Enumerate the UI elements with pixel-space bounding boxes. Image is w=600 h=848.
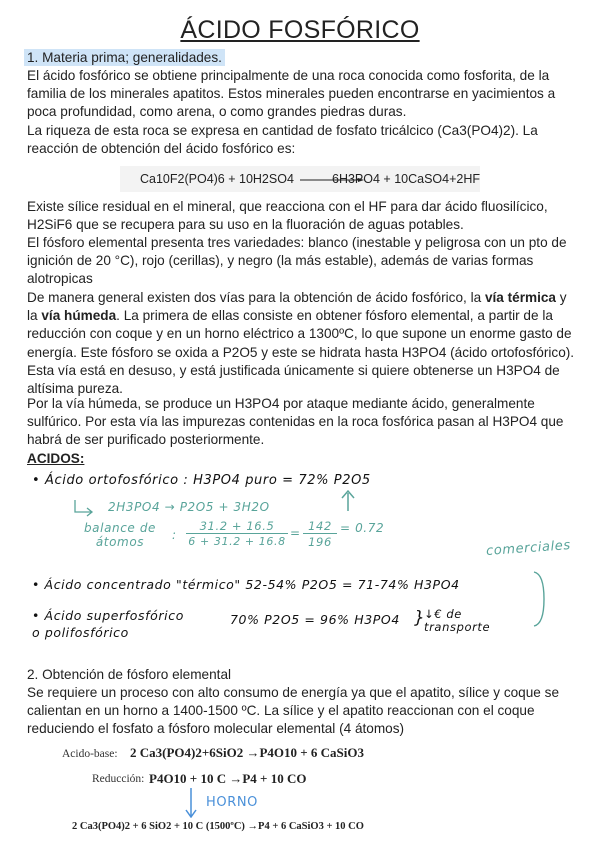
note-fraction-numerator: 31.2 + 16.5	[186, 519, 288, 534]
note-fraction2-denominator: 196	[308, 535, 332, 549]
note-equals: =	[290, 526, 301, 540]
paragraph-3: Existe sílice residual en el mineral, que reacciona con el HF para dar ácido fluosilícico, H2SiF6 que se recupera para su uso en la fluoración de aguas potables.	[27, 199, 548, 233]
section-heading-2: 2. Obtención de fósforo elemental	[27, 667, 232, 682]
note-concentrated: • Ácido concentrado "térmico" 52-54% P2O5 = 71-74% H3PO4	[32, 577, 460, 592]
paragraph-2: La riqueza de esta roca se expresa en cantidad de fosfato tricálcico (Ca3(PO4)2). La reacción de obtención del ácido fosfórico es:	[27, 123, 538, 157]
right-bracket-icon	[532, 570, 548, 628]
note-balance-label: balance de átomos	[83, 521, 157, 549]
acid-base-label: Acido-base:	[62, 748, 118, 760]
note-result: = 0.72	[340, 521, 385, 535]
brace-icon: }	[414, 608, 426, 628]
acids-heading: ACIDOS:	[27, 451, 85, 466]
page-title: ÁCIDO FOSFÓRICO	[180, 16, 420, 44]
note-transport: ↓€ de transporte	[424, 607, 491, 634]
reduction-equation: P4O10 + 10 C →P4 + 10 CO	[149, 771, 307, 786]
equation-products: 6H3PO4 + 10CaSO4+2HF	[332, 172, 480, 186]
note-superphosphoric-value: 70% P2O5 = 96% H3PO4	[230, 612, 400, 627]
note-colon: :	[172, 528, 177, 542]
note-superphosphoric: • Ácido superfosfórico	[32, 608, 184, 623]
down-arrow-icon	[185, 788, 197, 818]
section-heading-1: 1. Materia prima; generalidades.	[24, 49, 225, 66]
note-polyphosphoric: o polifosfórico	[32, 625, 129, 640]
paragraph-1: El ácido fosfórico se obtiene principalmente de una roca conocida como fosforita, de la familia de los minerales apatitos. Estos minerales pueden encontrarse en yacimientos a poca profundidad, como arena, o como grandes piedras duras.	[27, 68, 556, 120]
up-arrow-icon	[338, 489, 358, 513]
note-horno: HORNO	[206, 795, 258, 810]
paragraph-6: Por la vía húmeda, se produce un H3PO4 por ataque mediante ácido, generalmente sulfúrico. Por esta vía las impurezas contenidas en la roca fosfórica pasan al H3PO4 que habrá de ser purificado posteriormente.	[27, 396, 564, 448]
note-comerciales: comerciales	[485, 538, 572, 559]
overall-equation: 2 Ca3(PO4)2 + 6 SiO2 + 10 C (1500ºC) →P4 + 6 CaSiO3 + 10 CO	[72, 821, 364, 832]
section2-paragraph: Se requiere un proceso con alto consumo de energía ya que el apatito, sílice y coque se calientan en un horno a 1400-1500 ºC. La sílice y el apatito reaccionan con el coque reduciendo el fosfato a fósforo molecular elemental (4 átomos)	[27, 685, 560, 737]
acid-base-equation: 2 Ca3(PO4)2+6SiO2 →P4O10 + 6 CaSiO3	[130, 745, 365, 760]
paragraph-4: El fósforo elemental presenta tres variedades: blanco (inestable y peligrosa con un pto de ignición de 20 °C), rojo (cerillas), y negro (la más estable), además de varias formas alotropicas	[27, 235, 567, 287]
note-orthophosphoric: • Ácido ortofosfórico : H3PO4 puro = 72% P2O5	[32, 473, 371, 488]
note-reaction: 2H3PO4 → P2O5 + 3H2O	[108, 500, 270, 514]
paragraph-5: De manera general existen dos vías para la obtención de ácido fosfórico, la vía térmica y la vía húmeda. La primera de ellas consiste en obtener fósforo elemental, a partir de la reducción con coque y en un horno eléctrico a 1300ºC, lo que supone un enorme gasto de energía. Este fósforo se oxida a P2O5 y este se hidrata hasta H3PO4 (ácido ortofosfórico). Esta vía está en desuso, y está justificada únicamente si quiere obtenerse un H3PO4 de altísima pureza.	[27, 290, 575, 397]
hook-arrow-icon	[72, 500, 94, 518]
reduction-label: Reducción:	[92, 773, 145, 785]
reaction-equation	[120, 166, 480, 192]
note-fraction2-numerator: 142	[303, 519, 337, 534]
note-fraction-denominator: 6 + 31.2 + 16.8	[188, 535, 286, 548]
equation-reactants: Ca10F2(PO4)6 + 10H2SO4	[140, 172, 294, 186]
